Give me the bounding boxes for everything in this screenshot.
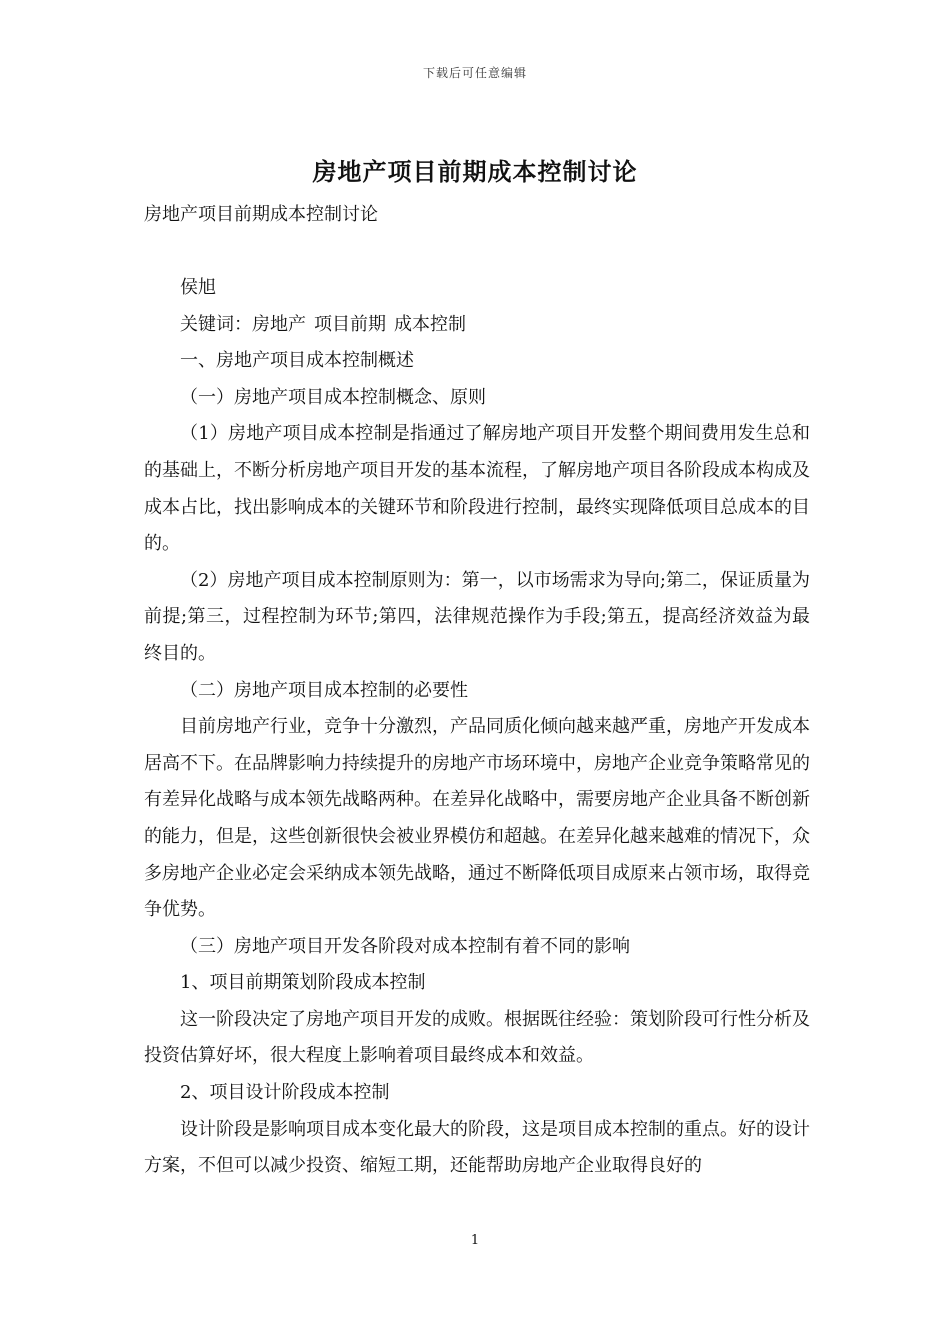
subsection-heading: （二）房地产项目成本控制的必要性 xyxy=(180,679,468,701)
keywords-line xyxy=(144,307,810,344)
body-text xyxy=(144,270,810,1185)
subsection-heading: （三）房地产项目开发各阶段对成本控制有着不同的影响 xyxy=(180,935,630,957)
paragraph: （2）房地产项目成本控制原则为：第一，以市场需求为导向;第二，保证质量为前提;第三，过程控制为环节;第四，法律规范操作为手段;第五，提高经济效益为最终目的。 xyxy=(144,569,810,664)
page-number: 1 xyxy=(470,1233,480,1248)
keyword: 成本控制 xyxy=(394,313,466,335)
keywords-label: 关键词： xyxy=(180,313,252,335)
subsection-heading: （一）房地产项目成本控制概念、原则 xyxy=(180,386,486,408)
item-heading: 1、项目前期策划阶段成本控制 xyxy=(180,972,426,994)
document-subtitle: 房地产项目前期成本控制讨论 xyxy=(144,204,378,225)
keyword: 项目前期 xyxy=(314,313,386,335)
item-heading: 2、项目设计阶段成本控制 xyxy=(180,1082,390,1104)
paragraph: （1）房地产项目成本控制是指通过了解房地产项目开发整个期间费用发生总和的基础上，不断分析房地产项目开发的基本流程，了解房地产项目各阶段成本构成及成本占比，找出影响成本的关键环节和阶段进行控制，最终实现降低项目总成本的目的。 xyxy=(144,423,810,555)
paragraph: 这一阶段决定了房地产项目开发的成败。根据既往经验：策划阶段可行性分析及投资估算好坏，很大程度上影响着项目最终成本和效益。 xyxy=(144,1008,810,1067)
keyword: 房地产 xyxy=(252,313,306,335)
document-title: 房地产项目前期成本控制讨论 xyxy=(312,158,638,186)
paragraph: 目前房地产行业，竞争十分激烈，产品同质化倾向越来越严重，房地产开发成本居高不下。在品牌影响力持续提升的房地产市场环境中，房地产企业竞争策略常见的有差异化战略与成本领先战略两种。在差异化战略中，需要房地产企业具备不断创新的能力，但是，这些创新很快会被业界模仿和超越。在差异化越来越难的情况下，众多房地产企业必定会采纳成本领先战略，通过不断降低项目成原来占领市场，取得竞争优势。 xyxy=(144,716,810,921)
author: 侯旭 xyxy=(180,277,216,298)
header-note: 下载后可任意编辑 xyxy=(422,66,527,80)
section-heading: 一、房地产项目成本控制概述 xyxy=(180,350,414,372)
paragraph: 设计阶段是影响项目成本变化最大的阶段，这是项目成本控制的重点。好的设计方案，不但可以减少投资、缩短工期，还能帮助房地产企业取得良好的 xyxy=(144,1118,810,1177)
